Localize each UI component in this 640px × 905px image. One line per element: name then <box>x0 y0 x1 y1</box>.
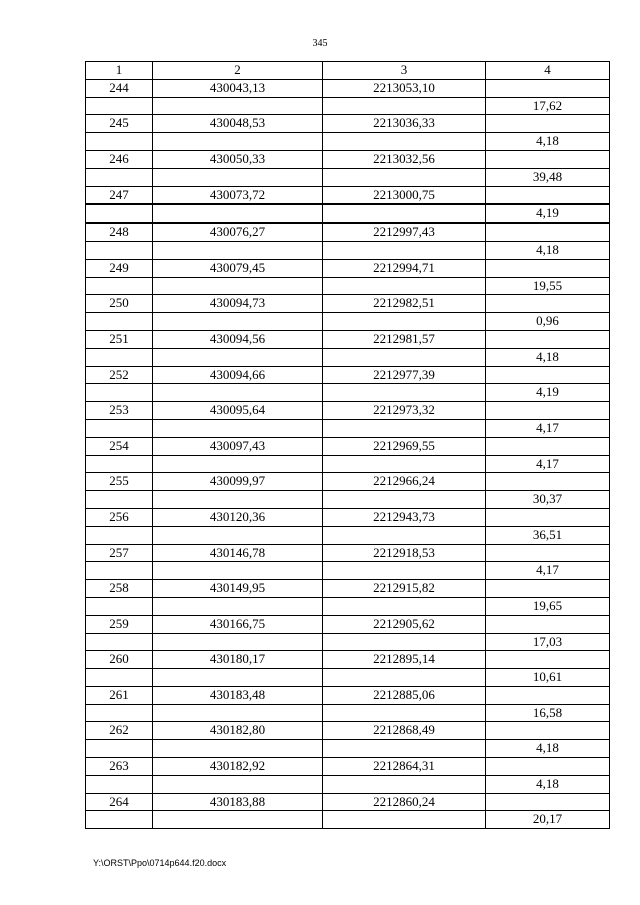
table-row <box>86 580 610 598</box>
y-coordinate-cell: 2212860,24 <box>323 793 486 811</box>
point-number-cell: 251 <box>86 330 153 348</box>
table-row <box>86 437 610 455</box>
empty-cell <box>86 704 153 722</box>
empty-cell <box>153 811 323 829</box>
table-row <box>86 758 610 776</box>
x-coordinate-cell: 430073,72 <box>153 186 323 204</box>
table-row <box>86 633 610 651</box>
y-coordinate-cell: 2212997,43 <box>323 223 486 241</box>
empty-cell <box>323 419 486 437</box>
empty-cell <box>486 544 610 562</box>
table-row <box>86 241 610 259</box>
empty-cell <box>486 508 610 526</box>
empty-cell <box>86 313 153 331</box>
empty-cell <box>486 223 610 241</box>
table-row <box>86 615 610 633</box>
table-header-row <box>86 62 610 80</box>
empty-cell <box>323 97 486 115</box>
y-coordinate-cell: 2212977,39 <box>323 366 486 384</box>
y-coordinate-cell: 2212966,24 <box>323 473 486 491</box>
empty-cell <box>323 633 486 651</box>
y-coordinate-cell: 2212982,51 <box>323 295 486 313</box>
empty-cell <box>323 384 486 402</box>
empty-cell <box>153 704 323 722</box>
empty-cell <box>86 740 153 758</box>
empty-cell <box>486 615 610 633</box>
table-row <box>86 223 610 241</box>
coordinates-table <box>85 61 610 829</box>
empty-cell <box>153 384 323 402</box>
empty-cell <box>153 526 323 544</box>
point-number-cell: 244 <box>86 79 153 97</box>
empty-cell <box>323 133 486 151</box>
empty-cell <box>323 241 486 259</box>
empty-cell <box>323 775 486 793</box>
empty-cell <box>486 437 610 455</box>
x-coordinate-cell: 430146,78 <box>153 544 323 562</box>
x-coordinate-cell: 430120,36 <box>153 508 323 526</box>
point-number-cell: 254 <box>86 437 153 455</box>
distance-cell: 4,18 <box>486 133 610 151</box>
empty-cell <box>323 669 486 687</box>
point-number-cell: 264 <box>86 793 153 811</box>
table-row <box>86 508 610 526</box>
empty-cell <box>153 168 323 186</box>
x-coordinate-cell: 430183,88 <box>153 793 323 811</box>
distance-cell: 0,96 <box>486 313 610 331</box>
y-coordinate-cell: 2212981,57 <box>323 330 486 348</box>
y-coordinate-cell: 2212868,49 <box>323 722 486 740</box>
table-row <box>86 79 610 97</box>
distance-cell: 4,17 <box>486 455 610 473</box>
x-coordinate-cell: 430099,97 <box>153 473 323 491</box>
x-coordinate-cell: 430079,45 <box>153 259 323 277</box>
distance-cell: 17,03 <box>486 633 610 651</box>
empty-cell <box>86 669 153 687</box>
distance-cell: 4,17 <box>486 562 610 580</box>
x-coordinate-cell: 430149,95 <box>153 580 323 598</box>
x-coordinate-cell: 430183,48 <box>153 686 323 704</box>
point-number-cell: 252 <box>86 366 153 384</box>
y-coordinate-cell: 2212994,71 <box>323 259 486 277</box>
y-coordinate-cell: 2212969,55 <box>323 437 486 455</box>
empty-cell <box>86 455 153 473</box>
empty-cell <box>323 562 486 580</box>
empty-cell <box>486 580 610 598</box>
distance-cell: 16,58 <box>486 704 610 722</box>
x-coordinate-cell: 430182,80 <box>153 722 323 740</box>
empty-cell <box>486 722 610 740</box>
empty-cell <box>86 775 153 793</box>
empty-cell <box>153 455 323 473</box>
table-row <box>86 686 610 704</box>
point-number-cell: 247 <box>86 186 153 204</box>
empty-cell <box>323 740 486 758</box>
empty-cell <box>486 758 610 776</box>
table-row <box>86 740 610 758</box>
empty-cell <box>486 366 610 384</box>
page-number: 345 <box>312 38 328 49</box>
table-row <box>86 384 610 402</box>
empty-cell <box>323 455 486 473</box>
table-row <box>86 811 610 829</box>
empty-cell <box>486 793 610 811</box>
empty-cell <box>323 597 486 615</box>
empty-cell <box>153 241 323 259</box>
distance-cell: 4,18 <box>486 241 610 259</box>
table-row <box>86 168 610 186</box>
y-coordinate-cell: 2212973,32 <box>323 402 486 420</box>
empty-cell <box>486 295 610 313</box>
point-number-cell: 253 <box>86 402 153 420</box>
table-row <box>86 491 610 509</box>
empty-cell <box>153 133 323 151</box>
distance-cell: 39,48 <box>486 168 610 186</box>
empty-cell <box>323 704 486 722</box>
column-header-1: 1 <box>86 62 153 80</box>
empty-cell <box>153 97 323 115</box>
x-coordinate-cell: 430094,66 <box>153 366 323 384</box>
table-row <box>86 775 610 793</box>
table-row <box>86 704 610 722</box>
table-row <box>86 526 610 544</box>
table-body <box>86 79 610 828</box>
footer-file-path: Y:\ORST\Ppo\0714p644.f20.docx <box>93 858 227 868</box>
y-coordinate-cell: 2213053,10 <box>323 79 486 97</box>
table-row <box>86 722 610 740</box>
empty-cell <box>153 491 323 509</box>
column-header-2: 2 <box>153 62 323 80</box>
empty-cell <box>323 168 486 186</box>
empty-cell <box>86 204 153 223</box>
empty-cell <box>86 97 153 115</box>
table-row <box>86 651 610 669</box>
column-header-4: 4 <box>486 62 610 80</box>
distance-cell: 4,18 <box>486 775 610 793</box>
empty-cell <box>86 811 153 829</box>
distance-cell: 4,18 <box>486 740 610 758</box>
y-coordinate-cell: 2212918,53 <box>323 544 486 562</box>
table-row <box>86 366 610 384</box>
x-coordinate-cell: 430076,27 <box>153 223 323 241</box>
empty-cell <box>486 150 610 168</box>
empty-cell <box>486 473 610 491</box>
table-row <box>86 562 610 580</box>
point-number-cell: 246 <box>86 150 153 168</box>
point-number-cell: 257 <box>86 544 153 562</box>
distance-cell: 4,17 <box>486 419 610 437</box>
distance-cell: 19,55 <box>486 277 610 295</box>
y-coordinate-cell: 2212885,06 <box>323 686 486 704</box>
y-coordinate-cell: 2213032,56 <box>323 150 486 168</box>
empty-cell <box>153 419 323 437</box>
y-coordinate-cell: 2212895,14 <box>323 651 486 669</box>
y-coordinate-cell: 2212905,62 <box>323 615 486 633</box>
empty-cell <box>86 562 153 580</box>
point-number-cell: 255 <box>86 473 153 491</box>
empty-cell <box>153 669 323 687</box>
table-row <box>86 669 610 687</box>
column-header-3: 3 <box>323 62 486 80</box>
empty-cell <box>86 526 153 544</box>
point-number-cell: 258 <box>86 580 153 598</box>
table-row <box>86 313 610 331</box>
distance-cell: 17,62 <box>486 97 610 115</box>
empty-cell <box>323 526 486 544</box>
table-row <box>86 277 610 295</box>
empty-cell <box>153 204 323 223</box>
table-row <box>86 97 610 115</box>
empty-cell <box>86 633 153 651</box>
empty-cell <box>486 259 610 277</box>
point-number-cell: 248 <box>86 223 153 241</box>
distance-cell: 4,18 <box>486 348 610 366</box>
empty-cell <box>86 168 153 186</box>
y-coordinate-cell: 2212915,82 <box>323 580 486 598</box>
empty-cell <box>153 775 323 793</box>
distance-cell: 19,65 <box>486 597 610 615</box>
x-coordinate-cell: 430094,56 <box>153 330 323 348</box>
x-coordinate-cell: 430043,13 <box>153 79 323 97</box>
distance-cell: 4,19 <box>486 384 610 402</box>
empty-cell <box>153 313 323 331</box>
table-row <box>86 204 610 223</box>
y-coordinate-cell: 2213036,33 <box>323 115 486 133</box>
point-number-cell: 245 <box>86 115 153 133</box>
empty-cell <box>153 597 323 615</box>
empty-cell <box>86 277 153 295</box>
table-row <box>86 330 610 348</box>
empty-cell <box>486 186 610 204</box>
empty-cell <box>486 79 610 97</box>
table-row <box>86 295 610 313</box>
table-row <box>86 544 610 562</box>
table-row <box>86 419 610 437</box>
distance-cell: 10,61 <box>486 669 610 687</box>
x-coordinate-cell: 430182,92 <box>153 758 323 776</box>
empty-cell <box>486 402 610 420</box>
table-row <box>86 402 610 420</box>
point-number-cell: 262 <box>86 722 153 740</box>
x-coordinate-cell: 430166,75 <box>153 615 323 633</box>
empty-cell <box>486 686 610 704</box>
empty-cell <box>486 115 610 133</box>
empty-cell <box>86 597 153 615</box>
empty-cell <box>323 348 486 366</box>
point-number-cell: 261 <box>86 686 153 704</box>
y-coordinate-cell: 2212943,73 <box>323 508 486 526</box>
empty-cell <box>86 491 153 509</box>
empty-cell <box>323 313 486 331</box>
table-row <box>86 793 610 811</box>
x-coordinate-cell: 430180,17 <box>153 651 323 669</box>
empty-cell <box>86 348 153 366</box>
distance-cell: 20,17 <box>486 811 610 829</box>
point-number-cell: 259 <box>86 615 153 633</box>
table-row <box>86 115 610 133</box>
empty-cell <box>153 740 323 758</box>
table-row <box>86 473 610 491</box>
empty-cell <box>86 384 153 402</box>
x-coordinate-cell: 430095,64 <box>153 402 323 420</box>
empty-cell <box>323 811 486 829</box>
point-number-cell: 260 <box>86 651 153 669</box>
empty-cell <box>486 651 610 669</box>
table-row <box>86 150 610 168</box>
table-row <box>86 186 610 204</box>
x-coordinate-cell: 430048,53 <box>153 115 323 133</box>
point-number-cell: 256 <box>86 508 153 526</box>
table-row <box>86 259 610 277</box>
empty-cell <box>323 491 486 509</box>
table-row <box>86 133 610 151</box>
empty-cell <box>86 133 153 151</box>
table-row <box>86 348 610 366</box>
empty-cell <box>153 277 323 295</box>
distance-cell: 36,51 <box>486 526 610 544</box>
empty-cell <box>153 348 323 366</box>
point-number-cell: 250 <box>86 295 153 313</box>
empty-cell <box>153 562 323 580</box>
point-number-cell: 249 <box>86 259 153 277</box>
point-number-cell: 263 <box>86 758 153 776</box>
x-coordinate-cell: 430094,73 <box>153 295 323 313</box>
empty-cell <box>86 419 153 437</box>
y-coordinate-cell: 2213000,75 <box>323 186 486 204</box>
distance-cell: 4,19 <box>486 204 610 223</box>
empty-cell <box>86 241 153 259</box>
x-coordinate-cell: 430050,33 <box>153 150 323 168</box>
empty-cell <box>323 204 486 223</box>
y-coordinate-cell: 2212864,31 <box>323 758 486 776</box>
table-row <box>86 455 610 473</box>
table-row <box>86 597 610 615</box>
empty-cell <box>323 277 486 295</box>
empty-cell <box>153 633 323 651</box>
distance-cell: 30,37 <box>486 491 610 509</box>
empty-cell <box>486 330 610 348</box>
x-coordinate-cell: 430097,43 <box>153 437 323 455</box>
